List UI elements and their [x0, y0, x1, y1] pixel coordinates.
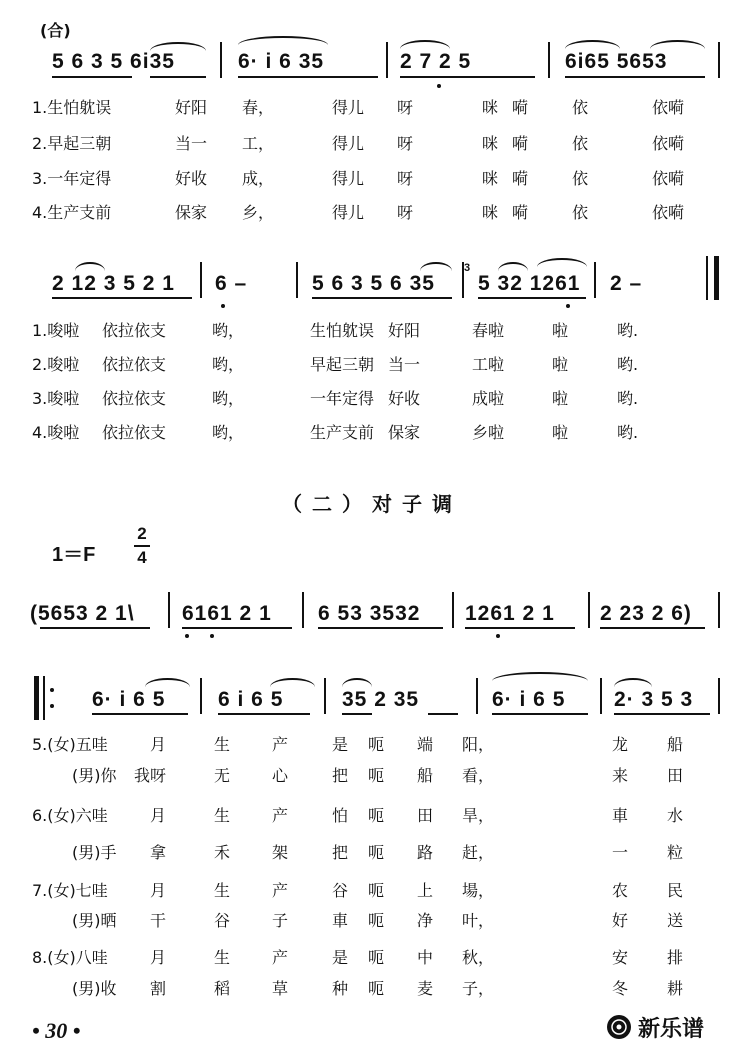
barline [462, 262, 464, 298]
time-sig-line [134, 545, 150, 547]
lyric-word: 3.一年定得 [32, 169, 112, 188]
time-signature [134, 524, 150, 568]
lyric-word: 安 [612, 948, 629, 967]
lyric-word: 好 [612, 911, 629, 930]
lyric-word: 依拉依支 [102, 423, 167, 442]
lyric-word: 嗬 [512, 203, 529, 222]
measure-2-1: 2 12 3 5 2 1 [52, 272, 175, 295]
lyric-word: 哟. [617, 423, 639, 442]
beam [52, 297, 192, 299]
lyric-word: 产 [272, 735, 289, 754]
lyric-word: 把 [332, 843, 349, 862]
octave-dot [185, 634, 189, 638]
barline [718, 592, 720, 628]
lyric-word: 生 [214, 735, 231, 754]
lyric-word: 咪 [482, 169, 499, 188]
lyric-word: 乡啦 [472, 423, 505, 442]
grace-note: 3 [464, 262, 471, 274]
lyric-word: 哟， [212, 355, 245, 374]
lyric-word: (男)手 [72, 843, 117, 862]
lyric-word: 呃 [368, 766, 385, 785]
lyric-word: 好阳 [175, 98, 208, 117]
lyric-word: 呀 [397, 134, 414, 153]
lyric-word: 成啦 [472, 389, 505, 408]
lyric-word: 路 [417, 843, 434, 862]
lyric-word: 来 [612, 766, 629, 785]
measure-3-1: 6· i 6 5 [92, 688, 166, 711]
lyric-word: 月 [150, 735, 167, 754]
slur [75, 262, 105, 271]
section-title: （二）对子调 [282, 492, 462, 516]
lyric-word: 春， [242, 98, 275, 117]
lyric-word: 当一 [175, 134, 208, 153]
lyric-word: 8.(女)八哇 [32, 948, 108, 967]
lyric-word: 得儿 [332, 134, 365, 153]
lyric-word: 月 [150, 881, 167, 900]
slur [537, 258, 587, 267]
lyric-row [32, 386, 722, 406]
lyric-word: 冬 [612, 979, 629, 998]
octave-dot [437, 84, 441, 88]
beam [492, 713, 588, 715]
lyric-word: 工， [242, 134, 275, 153]
lyric-word: 我呀 [134, 766, 167, 785]
barline [476, 678, 478, 714]
lyric-word: 端 [417, 735, 434, 754]
lyric-word: 依 [572, 98, 589, 117]
barline [718, 42, 720, 78]
slur [400, 40, 450, 49]
lyric-word: 生 [214, 948, 231, 967]
lyric-word: 看， [462, 766, 495, 785]
lyric-word: 耕 [667, 979, 684, 998]
lyric-word: 春啦 [472, 321, 505, 340]
lyric-word: 割 [150, 979, 167, 998]
lyric-word: (男)收 [72, 979, 117, 998]
lyric-word: 呀 [397, 98, 414, 117]
lyric-word: 干 [150, 911, 167, 930]
lyric-word: 产 [272, 806, 289, 825]
beam [400, 76, 535, 78]
repeat-barline-thin [43, 676, 45, 720]
measure-3-5: 2· 3 5 3 [614, 688, 694, 711]
barline [296, 262, 298, 298]
lyric-word: 4.生产支前 [32, 203, 112, 222]
lyric-word: 哟， [212, 389, 245, 408]
lyric-word: 田 [667, 766, 684, 785]
lyric-row [32, 878, 722, 898]
lyric-word: 啦 [552, 389, 569, 408]
lyric-row [32, 763, 722, 783]
barline [548, 42, 550, 78]
barline [302, 592, 304, 628]
lyric-word: 排 [667, 948, 684, 967]
beam [478, 297, 586, 299]
lyric-row [32, 803, 722, 823]
lyric-word: 架 [272, 843, 289, 862]
lyric-word: 中 [417, 948, 434, 967]
octave-dot [566, 304, 570, 308]
barline [588, 592, 590, 628]
barline [200, 262, 202, 298]
barline [718, 678, 720, 714]
slur [614, 678, 652, 687]
barline [324, 678, 326, 714]
barline [168, 592, 170, 628]
lyric-row [32, 131, 722, 151]
beam [342, 713, 372, 715]
intro-measure-2: 6161 2 1 [182, 602, 272, 625]
lyric-word: 好收 [388, 389, 421, 408]
intro-measure-4: 1261 2 1 [465, 602, 555, 625]
lyric-word: 依嗬 [652, 203, 685, 222]
lyric-row [32, 352, 722, 372]
beam [428, 713, 458, 715]
beam [92, 713, 188, 715]
lyric-word: 5.(女)五哇 [32, 735, 108, 754]
lyric-word: 咪 [482, 98, 499, 117]
lyric-word: 依拉依支 [102, 321, 167, 340]
lyric-word: 一 [612, 843, 629, 862]
lyric-row [32, 166, 722, 186]
lyric-word: 哟， [212, 423, 245, 442]
lyric-row [32, 976, 722, 996]
lyric-row [32, 420, 722, 440]
lyric-word: 2.唆啦 [32, 355, 80, 374]
lyric-row [32, 840, 722, 860]
lyric-word: 得儿 [332, 98, 365, 117]
intro-measure-5: 2 23 2 6) [600, 602, 692, 625]
lyric-word: 依嗬 [652, 98, 685, 117]
lyric-word: 嗬 [512, 134, 529, 153]
lyric-word: 生 [214, 881, 231, 900]
lyric-word: 啦 [552, 423, 569, 442]
beam [238, 76, 378, 78]
lyric-word: 呃 [368, 881, 385, 900]
lyric-word: 依嗬 [652, 169, 685, 188]
measure-2-4: 5 32 1261 [478, 272, 581, 295]
intro-measure-3: 6 53 3532 [318, 602, 421, 625]
measure-2-5: 2 – [610, 272, 643, 295]
lyric-word: 无 [214, 766, 231, 785]
measure-3-2: 6 i 6 5 [218, 688, 284, 711]
lyric-word: 生产支前 [310, 423, 375, 442]
lyric-word: 啦 [552, 321, 569, 340]
lyric-word: 送 [667, 911, 684, 930]
lyric-word: 2.早起三朝 [32, 134, 112, 153]
lyric-word: 秋， [462, 948, 495, 967]
lyric-row [32, 945, 722, 965]
chorus-marker: (合) [40, 21, 71, 40]
lyric-word: 依拉依支 [102, 355, 167, 374]
music-disc-icon [606, 1014, 632, 1040]
lyric-word: 嗬 [512, 169, 529, 188]
lyric-word: 呃 [368, 979, 385, 998]
lyric-word: 呃 [368, 806, 385, 825]
beam [614, 713, 710, 715]
barline [220, 42, 222, 78]
lyric-word: 心 [272, 766, 289, 785]
barline [600, 678, 602, 714]
octave-dot [210, 634, 214, 638]
lyric-word: 稻 [214, 979, 231, 998]
lyric-word: 4.唆啦 [32, 423, 80, 442]
repeat-barline-thick [34, 676, 39, 720]
lyric-word: 場， [462, 881, 495, 900]
lyric-word: 依 [572, 203, 589, 222]
lyric-word: 子 [272, 911, 289, 930]
lyric-word: 嗬 [512, 98, 529, 117]
lyric-word: 水 [667, 806, 684, 825]
lyric-word: 依 [572, 134, 589, 153]
lyric-word: 一年定得 [310, 389, 375, 408]
lyric-word: 产 [272, 881, 289, 900]
lyric-word: 赶， [462, 843, 495, 862]
lyric-word: 呃 [368, 843, 385, 862]
lyric-word: 月 [150, 806, 167, 825]
beam [318, 627, 443, 629]
lyric-word: 車 [612, 806, 629, 825]
lyric-word: 粒 [667, 843, 684, 862]
beam [465, 627, 575, 629]
beam [312, 297, 452, 299]
lyric-word: 依拉依支 [102, 389, 167, 408]
slur [342, 678, 372, 687]
lyric-word: 得儿 [332, 203, 365, 222]
lyric-word: (男)你 [72, 766, 117, 785]
lyric-word: 哟， [212, 321, 245, 340]
slur [492, 672, 588, 681]
lyric-word: 谷 [332, 881, 349, 900]
lyric-word: 谷 [214, 911, 231, 930]
lyric-word: 净 [417, 911, 434, 930]
measure-1-4: 6i65 5653 [565, 50, 668, 73]
lyric-word: 麦 [417, 979, 434, 998]
beam [52, 76, 132, 78]
lyric-word: 依 [572, 169, 589, 188]
lyric-word: 車 [332, 911, 349, 930]
site-logo [606, 1010, 746, 1044]
lyric-word: 哟. [617, 355, 639, 374]
lyric-word: 6.(女)六哇 [32, 806, 108, 825]
lyric-word: 啦 [552, 355, 569, 374]
lyric-word: 叶， [462, 911, 495, 930]
lyric-word: 成， [242, 169, 275, 188]
beam [600, 627, 705, 629]
key-signature: 1＝F [52, 544, 96, 566]
lyric-word: 乡， [242, 203, 275, 222]
lyric-word: 拿 [150, 843, 167, 862]
measure-2-2: 6 – [215, 272, 248, 295]
lyric-word: 旱， [462, 806, 495, 825]
lyric-word: 船 [667, 735, 684, 754]
slur [498, 262, 528, 271]
lyric-word: 民 [667, 881, 684, 900]
lyric-word: 呃 [368, 948, 385, 967]
lyric-word: 呃 [368, 735, 385, 754]
barline [594, 262, 596, 298]
beam [40, 627, 150, 629]
octave-dot [221, 304, 225, 308]
lyric-word: 保家 [388, 423, 421, 442]
measure-2-3: 5 6 3 5 6 35 [312, 272, 435, 295]
measure-1-2: 6· i 6 35 [238, 50, 325, 73]
lyric-word: 把 [332, 766, 349, 785]
lyric-word: 月 [150, 948, 167, 967]
slur [650, 40, 705, 49]
lyric-word: 种 [332, 979, 349, 998]
measure-1-1: 5 6 3 5 6i35 [52, 50, 175, 73]
lyric-word: 怕 [332, 806, 349, 825]
lyric-word: 呀 [397, 169, 414, 188]
lyric-row [32, 908, 722, 928]
slur [150, 42, 206, 51]
final-barline-thin [706, 256, 708, 300]
logo-text: 新乐谱 [638, 1017, 705, 1042]
beam [150, 76, 206, 78]
lyric-word: 生怕躭误 [310, 321, 375, 340]
time-sig-bottom: 4 [137, 548, 147, 567]
repeat-dot [50, 688, 54, 692]
lyric-word: 产 [272, 948, 289, 967]
lyric-word: (男)晒 [72, 911, 117, 930]
lyric-word: 阳， [462, 735, 495, 754]
slur [238, 36, 328, 45]
lyric-word: 1.生怕躭误 [32, 98, 112, 117]
lyric-word: 3.唆啦 [32, 389, 80, 408]
lyric-word: 好收 [175, 169, 208, 188]
slur [565, 40, 620, 49]
lyric-word: 好阳 [388, 321, 421, 340]
lyric-word: 得儿 [332, 169, 365, 188]
final-barline-thick [714, 256, 719, 300]
lyric-word: 草 [272, 979, 289, 998]
lyric-word: 龙 [612, 735, 629, 754]
lyric-word: 生 [214, 806, 231, 825]
octave-dot [496, 634, 500, 638]
lyric-row [32, 95, 722, 115]
lyric-word: 咪 [482, 203, 499, 222]
barline [386, 42, 388, 78]
repeat-dot [50, 704, 54, 708]
lyric-row [32, 732, 722, 752]
slur [270, 678, 315, 687]
lyric-word: 哟. [617, 389, 639, 408]
intro-measure-1: (5653 2 1\ [30, 602, 135, 625]
lyric-word: 依嗬 [652, 134, 685, 153]
lyric-word: 1.唆啦 [32, 321, 80, 340]
lyric-word: 7.(女)七哇 [32, 881, 108, 900]
lyric-row [32, 200, 722, 220]
time-sig-top: 2 [137, 524, 147, 543]
lyric-word: 上 [417, 881, 434, 900]
lyric-word: 是 [332, 735, 349, 754]
measure-3-3: 35 2 35 [342, 688, 420, 711]
slur [420, 262, 452, 271]
lyric-word: 田 [417, 806, 434, 825]
lyric-word: 工啦 [472, 355, 505, 374]
barline [200, 678, 202, 714]
lyric-word: 是 [332, 948, 349, 967]
lyric-word: 子， [462, 979, 495, 998]
lyric-word: 船 [417, 766, 434, 785]
slur [145, 678, 190, 687]
lyric-word: 农 [612, 881, 629, 900]
beam [565, 76, 705, 78]
lyric-word: 呃 [368, 911, 385, 930]
beam [218, 713, 310, 715]
barline [452, 592, 454, 628]
lyric-word: 呀 [397, 203, 414, 222]
beam [182, 627, 292, 629]
lyric-word: 禾 [214, 843, 231, 862]
lyric-word: 咪 [482, 134, 499, 153]
lyric-word: 保家 [175, 203, 208, 222]
measure-3-4: 6· i 6 5 [492, 688, 566, 711]
lyric-word: 哟. [617, 321, 639, 340]
measure-1-3: 2 7 2 5 [400, 50, 472, 73]
lyric-word: 早起三朝 [310, 355, 375, 374]
page-number: • 30 • [32, 1018, 81, 1043]
lyric-word: 当一 [388, 355, 421, 374]
lyric-row [32, 318, 722, 338]
